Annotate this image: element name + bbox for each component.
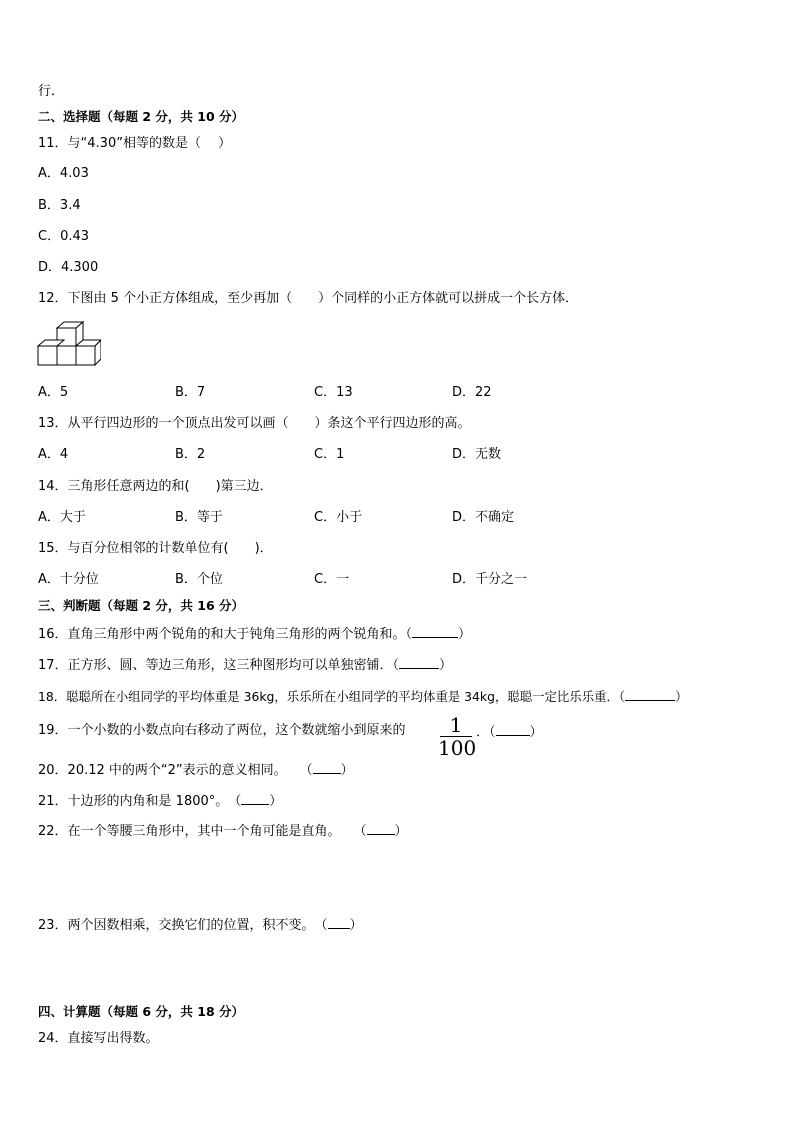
q23-stem: 23．两个因数相乘，交换它们的位置，积不变。 （ — [38, 918, 328, 933]
q11-option-d[interactable]: D．4.300 — [38, 260, 99, 275]
q21-close: ） — [269, 794, 283, 809]
q13-option-a[interactable]: A．4 — [38, 447, 69, 462]
q18-answer-blank[interactable] — [625, 688, 675, 701]
question-22 — [38, 822, 408, 840]
q13-option-c[interactable]: C．1 — [314, 447, 345, 462]
q13-option-d[interactable]: D．无数 — [452, 447, 502, 462]
q18-close: ） — [675, 689, 688, 704]
q19-answer-blank[interactable] — [496, 723, 530, 736]
q12-option-b[interactable]: B．7 — [175, 385, 206, 400]
question-13: 13．从平行四边形的一个顶点出发可以画（ ）条这个平行四边形的高。 — [38, 416, 471, 431]
q20-answer-blank[interactable] — [313, 761, 341, 774]
q17-close: ） — [439, 658, 453, 673]
q15-option-b[interactable]: B．个位 — [175, 572, 223, 587]
q14-option-a[interactable]: A．大于 — [38, 510, 86, 525]
q16-answer-blank[interactable] — [412, 625, 458, 638]
question-19-tail — [476, 723, 543, 741]
q15-option-a[interactable]: A．十分位 — [38, 572, 99, 587]
q17-stem: 17．正方形、圆、等边三角形，这三种图形均可以单独密铺．（ — [38, 658, 400, 673]
q12-option-a[interactable]: A．5 — [38, 385, 69, 400]
q16-close: ） — [458, 627, 472, 642]
question-11: 11．与“4.30”相等的数是（ ） — [38, 136, 232, 151]
section-heading-calc: 四、计算题（每题 6 分，共 18 分） — [38, 1004, 245, 1019]
question-16 — [38, 625, 471, 643]
question-19-stem: 19．一个小数的小数点向右移动了两位，这个数就缩小到原来的 — [38, 723, 406, 738]
q15-option-d[interactable]: D．千分之一 — [452, 572, 528, 587]
q23-close: ） — [349, 918, 363, 933]
q14-option-d[interactable]: D．不确定 — [452, 510, 515, 525]
q17-answer-blank[interactable] — [399, 656, 439, 669]
q22-stem: 22．在一个等腰三角形中，其中一个角可能是直角。 （ — [38, 824, 367, 839]
q20-stem: 20．20.12 中的两个“2”表示的意义相同。 （ — [38, 763, 313, 778]
q19-close: ） — [529, 725, 543, 740]
fraction-numerator: 1 — [449, 713, 463, 737]
q20-close: ） — [340, 763, 354, 778]
q16-stem: 16．直角三角形中两个锐角的和大于钝角三角形的两个锐角和。（ — [38, 627, 413, 642]
question-17 — [38, 656, 452, 674]
top-fragment: 行． — [38, 84, 65, 99]
q14-option-b[interactable]: B．等于 — [175, 510, 223, 525]
q14-option-c[interactable]: C．小于 — [314, 510, 363, 525]
q11-option-c[interactable]: C．0.43 — [38, 229, 90, 244]
fraction-denominator: 100 — [438, 736, 477, 760]
q12-option-d[interactable]: D．22 — [452, 385, 492, 400]
question-18 — [38, 688, 687, 705]
section-heading-judge: 三、判断题（每题 2 分，共 16 分） — [38, 598, 245, 613]
q22-answer-blank[interactable] — [367, 822, 395, 835]
question-24: 24．直接写出得数。 — [38, 1031, 159, 1046]
q21-answer-blank[interactable] — [241, 792, 269, 805]
q11-option-b[interactable]: B．3.4 — [38, 198, 81, 213]
q22-close: ） — [394, 824, 408, 839]
q18-stem: 18．聪聪所在小组同学的平均体重是 36kg，乐乐所在小组同学的平均体重是 34kg，聪聪一定比乐乐重．（ — [38, 689, 626, 704]
q15-option-c[interactable]: C．一 — [314, 572, 350, 587]
question-15: 15．与百分位相邻的计数单位有( )． — [38, 541, 273, 556]
question-21 — [38, 792, 282, 810]
question-12: 12．下图由 5 个小正方体组成，至少再加（ ）个同样的小正方体就可以拼成一个长方体． — [38, 291, 579, 306]
section-heading-choice: 二、选择题（每题 2 分，共 10 分） — [38, 109, 245, 124]
fraction-one-hundredth — [438, 713, 477, 760]
q23-answer-blank[interactable] — [328, 916, 350, 929]
question-20 — [38, 761, 354, 779]
q19-tail: ．（ — [476, 725, 496, 740]
q12-option-c[interactable]: C．13 — [314, 385, 353, 400]
q13-option-b[interactable]: B．2 — [175, 447, 206, 462]
question-23 — [38, 916, 363, 934]
question-14: 14．三角形任意两边的和( )第三边． — [38, 479, 273, 494]
q11-option-a[interactable]: A．4.03 — [38, 166, 89, 181]
cube-figure — [37, 320, 101, 372]
q21-stem: 21．十边形的内角和是 1800°。 （ — [38, 794, 242, 809]
